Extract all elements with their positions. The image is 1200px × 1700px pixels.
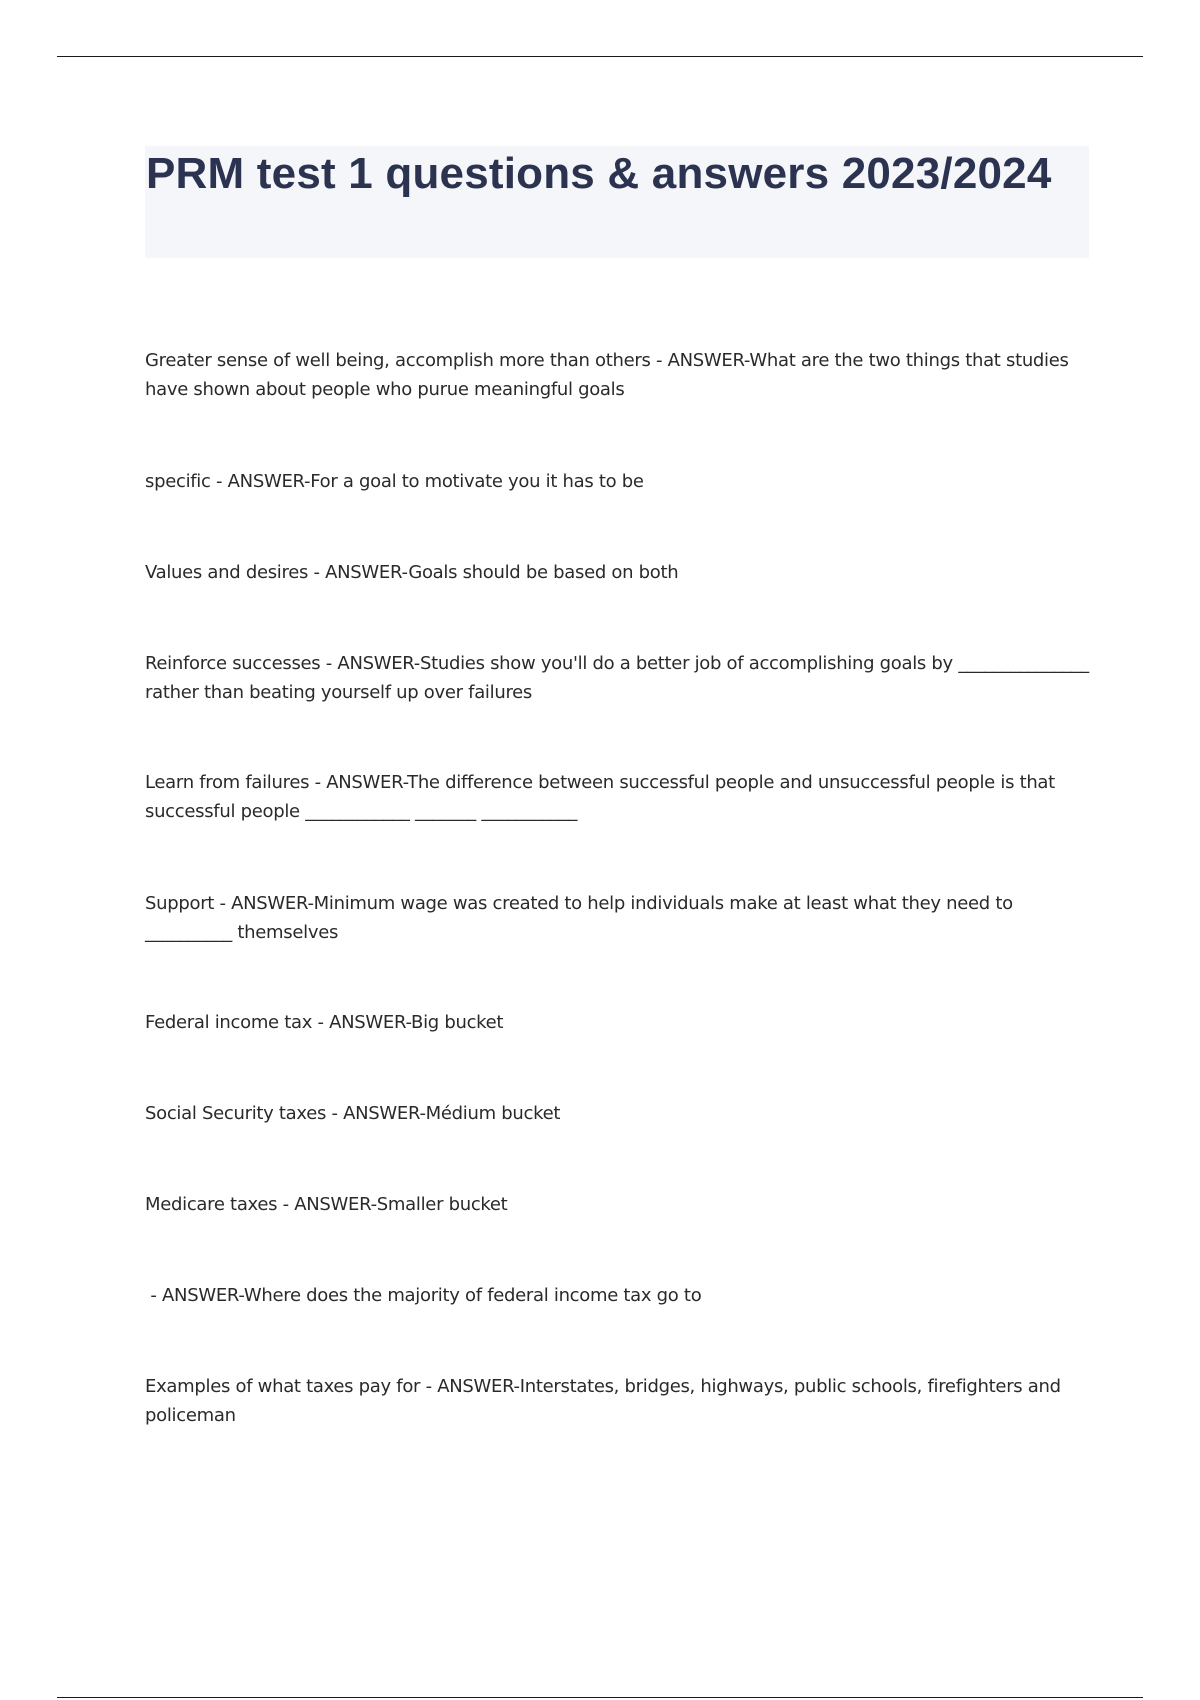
qa-entry: [145, 1099, 1095, 1128]
qa-definition: Médium bucket: [425, 1103, 561, 1124]
qa-entry: [145, 1281, 1095, 1310]
qa-definition: For a goal to motivate you it has to be: [310, 471, 644, 492]
qa-term: specific: [145, 471, 211, 492]
qa-separator: - ANSWER-: [309, 772, 408, 793]
qa-separator: - ANSWER-: [210, 471, 311, 492]
qa-definition: Studies show you'll do a better job of accomplishing goals by _______________ rather than beating yourself up over failures: [145, 653, 1095, 703]
qa-entry: [145, 1372, 1095, 1430]
qa-entry: [145, 649, 1095, 707]
qa-definition: Goals should be based on both: [408, 562, 679, 583]
qa-definition: Big bucket: [411, 1012, 504, 1033]
qa-separator: - ANSWER-: [320, 653, 420, 674]
qa-separator: - ANSWER-: [145, 1285, 244, 1306]
qa-definition: Interstates, bridges, highways, public schools, firefighters and policeman: [145, 1376, 1067, 1426]
qa-term: Examples of what taxes pay for: [145, 1376, 421, 1397]
qa-separator: - ANSWER-: [326, 1103, 426, 1124]
qa-definition: What are the two things that studies have shown about people who purue meaningful goals: [145, 350, 1075, 400]
qa-term: Greater sense of well being, accomplish more than others: [145, 350, 651, 371]
qa-definition: Smaller bucket: [376, 1194, 508, 1215]
qa-separator: - ANSWER-: [420, 1376, 520, 1397]
top-divider: [57, 56, 1143, 57]
qa-separator: - ANSWER-: [214, 893, 314, 914]
qa-term: Support: [145, 893, 215, 914]
qa-term: Reinforce successes: [145, 653, 321, 674]
qa-entry: [145, 889, 1095, 947]
qa-separator: - ANSWER-: [650, 350, 750, 371]
qa-separator: - ANSWER-: [308, 562, 409, 583]
qa-entry: [145, 558, 1095, 587]
qa-separator: - ANSWER-: [277, 1194, 377, 1215]
qa-entry: [145, 346, 1095, 404]
qa-separator: - ANSWER-: [312, 1012, 412, 1033]
qa-definition: Minimum wage was created to help individuals make at least what they need to __________ themselves: [145, 893, 1019, 943]
qa-term: Values and desires: [145, 562, 309, 583]
qa-entry: [145, 467, 1095, 496]
bottom-divider: [57, 1697, 1143, 1698]
qa-term: Social Security taxes: [145, 1103, 327, 1124]
qa-entry: [145, 1008, 1095, 1037]
qa-entry: [145, 768, 1095, 826]
qa-term: Medicare taxes: [145, 1194, 278, 1215]
qa-definition: Where does the majority of federal income tax go to: [243, 1285, 702, 1306]
qa-term: Learn from failures: [145, 772, 310, 793]
page-title: PRM test 1 questions & answers 2023/2024: [146, 149, 1052, 198]
qa-entry: [145, 1190, 1095, 1219]
qa-definition: The difference between successful people and unsuccessful people is that successful people ____________ _______ ___________: [145, 772, 1061, 822]
qa-term: Federal income tax: [145, 1012, 313, 1033]
